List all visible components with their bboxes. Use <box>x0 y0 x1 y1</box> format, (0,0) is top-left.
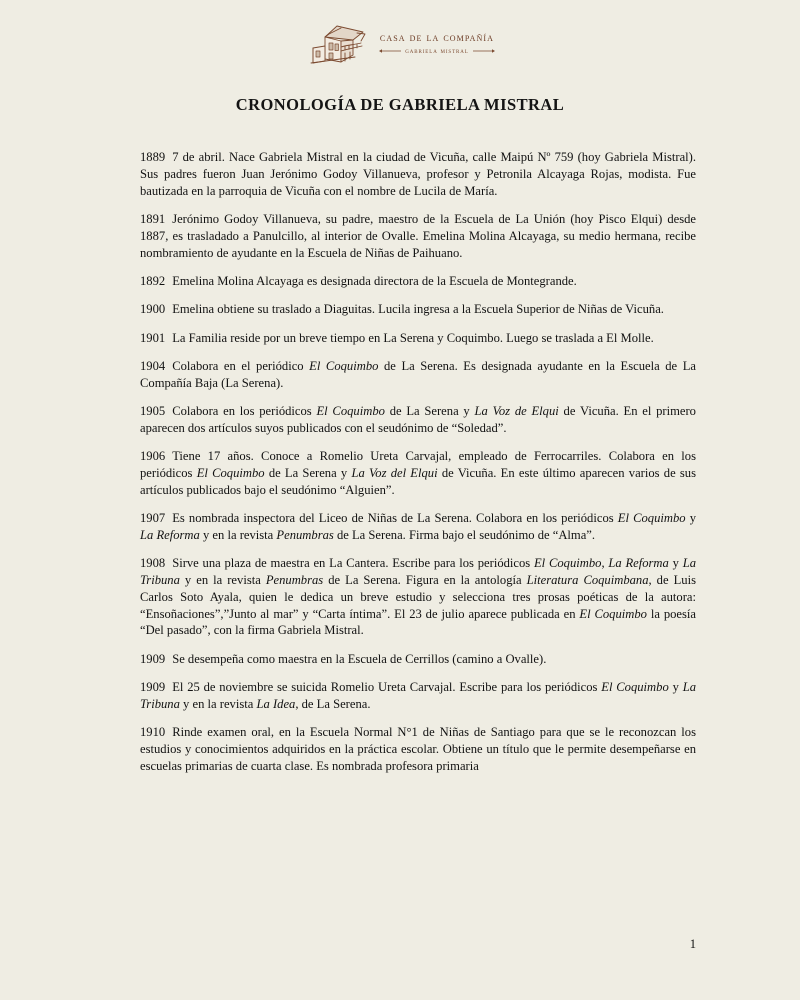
entry-year: 1900 <box>140 302 166 317</box>
entry-year: 1908 <box>140 556 166 571</box>
entry-text: de La Serena y <box>264 465 352 480</box>
logo-subtitle: gabriela mistral <box>405 46 469 56</box>
entry-text: Emelina obtiene su traslado a Diaguitas. Lucila ingresa a la Escuela Superior de Niñas de Vicuña. <box>172 302 664 317</box>
entry-text: de La Serena. Firma bajo el seudónimo de “Alma”. <box>333 527 596 542</box>
entry-title-italic: La Reforma <box>608 556 669 571</box>
entry-text: y <box>668 556 683 571</box>
entry-text: 7 de abril. Nace Gabriela Mistral en la ciudad de Vicuña, calle Maipú Nº 759 (hoy Gabriela Mistral). Sus padres fueron Juan Jerónimo Godoy Villanueva, profesor y Petronila Alcayaga Rojas, modista. Fue bautizada en la parroquia de Vicuña con el nombre de Lucila de María. <box>140 150 696 198</box>
entry-title-italic: El Coquimbo <box>601 680 669 694</box>
entry-title-italic: La Reforma <box>140 527 200 542</box>
entry-text: Jerónimo Godoy Villanueva, su padre, maestro de la Escuela de La Unión (hoy Pisco Elqui) desde 1887, es trasladado a Panulcillo, al interior de Ovalle. Emelina Molina Alcayaga, su medio hermana, recibe nombramiento de ayudante en la Escuela de Niñas de Paihuano. <box>140 211 696 260</box>
entry-text: Se desempeña como maestra en la Escuela de Cerrillos (camino a Ovalle). <box>172 651 547 666</box>
entry-title-italic: El Coquimbo <box>533 556 602 571</box>
entry-text: y en la revista <box>179 572 266 587</box>
entry-year: 1904 <box>140 358 166 373</box>
entry-text: y en la revista <box>179 696 257 711</box>
chronology-entry <box>140 211 696 261</box>
entry-year: 1892 <box>140 273 166 288</box>
logo-subtitle-row <box>379 47 495 55</box>
entry-text: Rinde examen oral, en la Escuela Normal N°1 de Niñas de Santiago para que se le reconozcan los estudios y conocimientos adquiridos en la práctica escolar. Obtiene un título que le permite desempeñarse en escuelas primarias de cuarta clase. Es nombrada profesora primaria <box>140 725 696 773</box>
masthead <box>0 0 800 56</box>
entry-year: 1889 <box>140 150 166 164</box>
entry-text: , <box>601 556 609 571</box>
entry-year: 1909 <box>140 651 166 666</box>
entry-text: de Vicuña. En el primero aparecen dos artículos suyos publicados con el seudónimo de “Soledad”. <box>140 403 696 435</box>
entry-title-italic: El Coquimbo <box>617 511 686 525</box>
entry-title-italic: El Coquimbo <box>196 465 265 480</box>
chronology-entry <box>140 149 696 199</box>
entry-title-italic: El Coquimbo <box>316 403 385 418</box>
logo-wordmark <box>379 33 495 55</box>
left-arrow-rule-icon <box>379 48 401 54</box>
entry-text: Es nombrada inspectora del Liceo de Niñas de La Serena. Colabora en los periódicos <box>172 511 618 525</box>
entry-text: y <box>685 511 696 525</box>
chronology-entry <box>140 403 696 437</box>
entry-year: 1901 <box>140 330 166 345</box>
chronology-entry <box>140 555 696 639</box>
entry-title-italic: Literatura Coquimbana <box>526 572 649 587</box>
entry-text: , de La Serena. <box>295 696 371 711</box>
entry-text: de La Serena. Es designada ayudante en la Escuela de La Compañía Baja (La Serena). <box>140 358 696 390</box>
chronology-entry <box>140 273 696 290</box>
chronology-entry <box>140 651 696 668</box>
entry-text: de Vicuña. En este último aparecen varios de sus artículos publicados bajo el seudónimo “Alguien”. <box>140 465 696 497</box>
entry-title-italic: La Voz de Elqui <box>474 403 559 418</box>
chronology-entry <box>140 330 696 347</box>
chronology-entry <box>140 724 696 774</box>
entry-text: la poesía “Del pasado”, con la firma Gabriela Mistral. <box>140 606 696 638</box>
entry-text: La Familia reside por un breve tiempo en La Serena y Coquimbo. Luego se traslada a El Molle. <box>172 330 654 345</box>
chronology-entry <box>140 510 696 544</box>
entry-year: 1905 <box>140 403 166 418</box>
entry-text: de La Serena. Figura en la antología <box>323 572 527 587</box>
entry-year: 1909 <box>140 680 166 694</box>
entry-text: y en la revista <box>199 527 277 542</box>
entry-text: y <box>668 680 683 694</box>
casa-de-la-compania-house-icon <box>305 21 371 67</box>
entry-text: Sirve una plaza de maestra en La Cantera. Escribe para los periódicos <box>172 556 534 571</box>
right-arrow-rule-icon <box>473 48 495 54</box>
entry-title-italic: Penumbras <box>265 572 324 587</box>
entry-year: 1907 <box>140 511 166 525</box>
entry-text: de La Serena y <box>384 403 475 418</box>
entry-title-italic: La Voz del Elqui <box>351 465 438 480</box>
entry-text: Colabora en el periódico <box>172 358 310 373</box>
entry-year: 1910 <box>140 725 166 740</box>
entry-title-italic: La Idea <box>256 696 296 711</box>
entry-title-italic: La Tribuna <box>140 680 696 711</box>
entry-title-italic: El Coquimbo <box>309 358 379 373</box>
entry-year: 1891 <box>140 211 166 226</box>
entry-text: , de Luis Carlos Soto Ayala, quien le dedica un breve estudio y selecciona tres prosas poéticas de la autora: “Ensoñaciones”,”Junto al mar” y “Carta íntima”. El 23 de julio aparece publicada en <box>140 572 696 621</box>
chronology-entry <box>140 448 696 498</box>
logo-title: casa de la compañía <box>379 31 495 44</box>
entry-title-italic: Penumbras <box>276 527 334 542</box>
chronology-entry <box>140 301 696 318</box>
chronology-entry <box>140 679 696 713</box>
entry-title-italic: La Tribuna <box>140 556 696 587</box>
entry-text: Colabora en los periódicos <box>172 403 317 418</box>
page-number: 1 <box>689 937 696 951</box>
entry-text: Tiene 17 años. Conoce a Romelio Ureta Carvajal, empleado de Ferrocarriles. Colabora en los periódicos <box>140 449 696 480</box>
logo-lockup <box>305 21 495 67</box>
entry-title-italic: El Coquimbo <box>579 606 647 621</box>
entry-year: 1906 <box>140 449 166 464</box>
entry-text: El 25 de noviembre se suicida Romelio Ureta Carvajal. Escribe para los periódicos <box>172 680 602 694</box>
chronology-entry <box>140 358 696 392</box>
entry-text: Emelina Molina Alcayaga es designada directora de la Escuela de Montegrande. <box>172 273 577 288</box>
page-title: CRONOLOGÍA DE GABRIELA MISTRAL <box>235 95 565 114</box>
chronology-entry-list <box>0 115 800 775</box>
